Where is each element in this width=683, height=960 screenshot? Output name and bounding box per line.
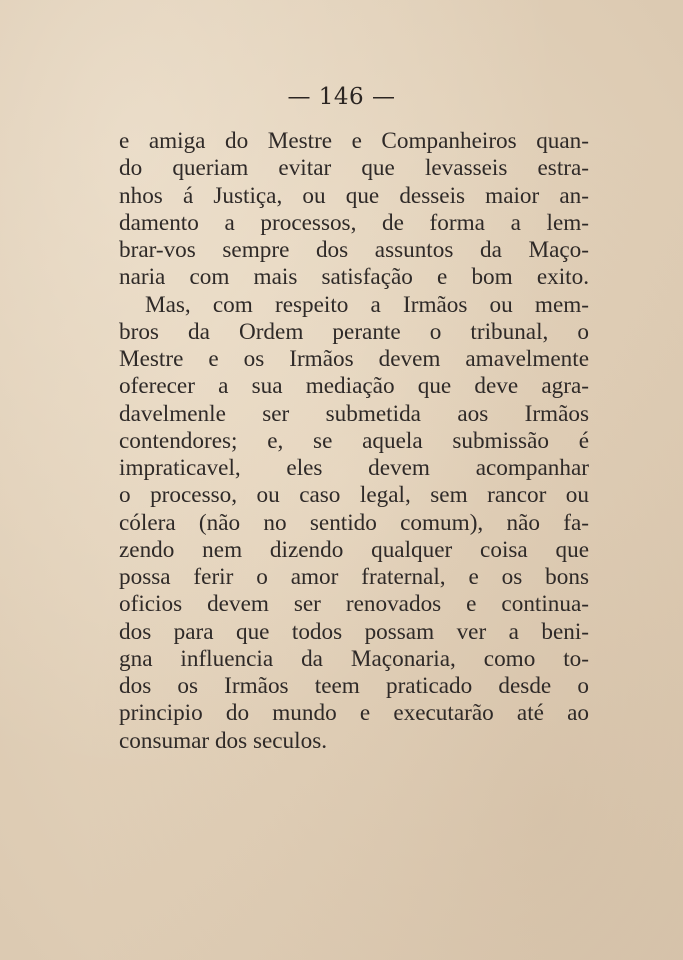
text-line: oferecer a sua mediação que deve agra-: [119, 373, 589, 400]
text-line: dos para que todos possam ver a beni-: [119, 618, 589, 645]
text-line: davelmenle ser submetida aos Irmãos: [119, 400, 589, 427]
text-line: e amiga do Mestre e Companheiros quan-: [119, 128, 589, 154]
text-line: bros da Ordem perante o tribunal, o: [119, 318, 589, 345]
text-line: cólera (não no sentido comum), não fa-: [119, 509, 589, 536]
text-line: possa ferir o amor fraternal, e os bons: [119, 564, 589, 590]
text-line: do queriam evitar que levasseis estra-: [119, 155, 589, 182]
text-line: principio do mundo e executarão até ao: [119, 700, 589, 727]
body-text: [119, 128, 589, 755]
text-line: nhos á Justiça, ou que desseis maior an-: [119, 182, 589, 209]
text-line: Mas, com respeito a Irmãos ou mem-: [145, 291, 589, 318]
text-line: dos os Irmãos teem praticado desde o: [119, 673, 589, 699]
text-line: damento a processos, de forma a lem-: [119, 209, 589, 236]
text-line: gna influencia da Maçonaria, como to-: [119, 645, 589, 672]
text-line: impraticavel, eles devem acompanhar: [119, 455, 589, 481]
text-line: zendo nem dizendo qualquer coisa que: [119, 536, 589, 563]
text-line: naria com mais satisfação e bom exito.: [119, 264, 589, 291]
text-line: Mestre e os Irmãos devem amavelmente: [119, 346, 589, 372]
text-line: consumar dos seculos.: [119, 727, 328, 754]
page-number: — 146 —: [287, 84, 396, 110]
text-line: o processo, ou caso legal, sem rancor ou: [119, 482, 589, 509]
text-line: contendores; e, se aquela submissão é: [119, 427, 589, 454]
text-line: oficios devem ser renovados e continua-: [119, 591, 589, 618]
text-line: brar-vos sempre dos assuntos da Maço-: [119, 237, 589, 263]
